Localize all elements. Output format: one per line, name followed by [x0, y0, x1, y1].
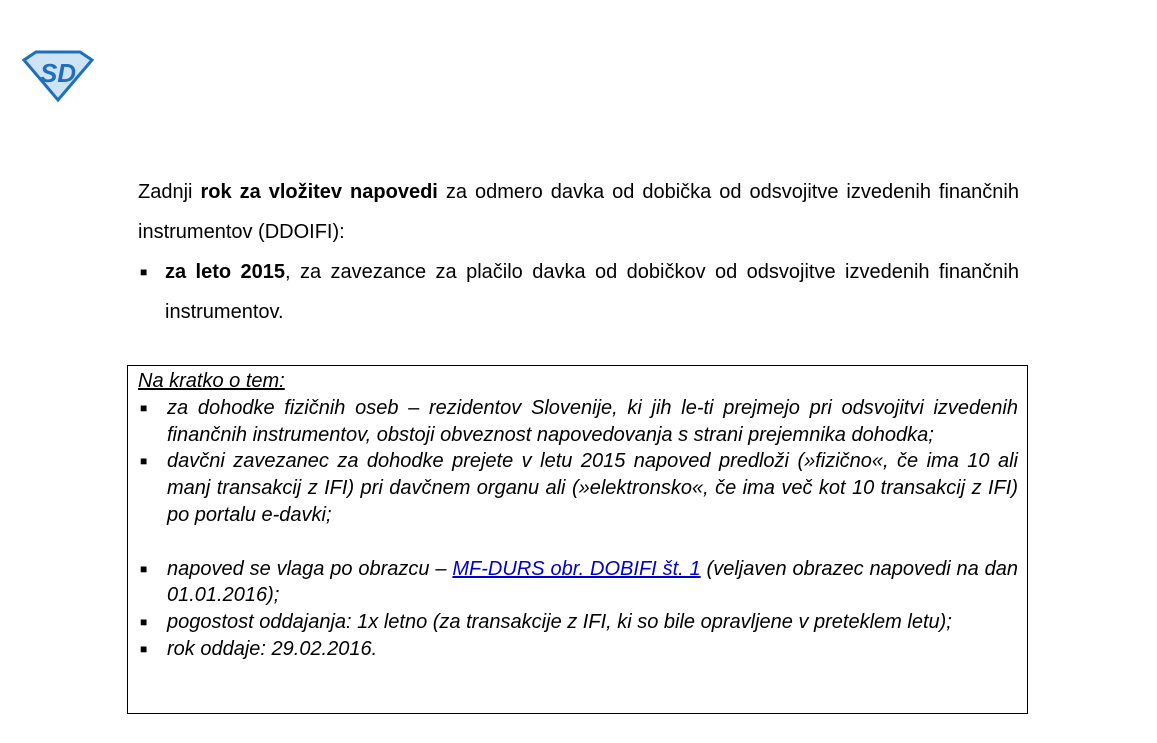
company-logo — [22, 50, 94, 102]
svg-text:SD: SD — [39, 58, 77, 88]
bullet-icon: ■ — [140, 265, 148, 279]
list-item: ■ za dohodke fizičnih oseb – rezidentov Slovenije, ki jih le-ti prejmejo pri odsvojitvi izvedenih finančnih instrumentov, obstoji obveznost napovedovanja s strani prejemnika dohodka; — [140, 396, 1018, 446]
bullet-icon: ■ — [140, 615, 148, 630]
intro-section — [138, 172, 1019, 332]
form-link[interactable]: MF-DURS obr. DOBIFI št. 1 — [452, 557, 701, 580]
box-title: Na kratko o tem: — [138, 370, 285, 392]
intro-paragraph: Zadnji rok za vložitev napovedi za odmero davka od dobička od odsvojitve izvedenih finančnih instrumentov (DDOIFI): — [138, 181, 1019, 243]
list-item: ■ pogostost oddajanja: 1x letno (za transakcije z IFI, ki so bile opravljene v preteklem letu); — [138, 609, 1018, 636]
bullet-icon: ■ — [140, 400, 148, 415]
bullet-icon: ■ — [140, 454, 148, 469]
list-item: ■ za leto 2015, za zavezance za plačilo davka od dobičkov od odsvojitve izvedenih finančnih instrumentov. — [138, 252, 1019, 332]
bullet-icon: ■ — [140, 561, 148, 576]
list-item: ■ napoved se vlaga po obrazcu – MF-DURS obr. DOBIFI št. 1 (veljaven obrazec napovedi na dan 01.01.2016); — [140, 557, 1018, 607]
list-item: ■ rok oddaje: 29.02.2016. — [138, 636, 1018, 663]
list-item: ■ davčni zavezanec za dohodke prejete v letu 2015 napoved predloži (»fizično«, če ima 10 ali manj transakcij z IFI) pri davčnem organu ali (»elektronsko«, če ima več kot 10 transakcij z IFI) po portalu e-davki; — [140, 450, 1018, 526]
bullet-icon: ■ — [140, 641, 148, 656]
summary-box — [127, 365, 1028, 714]
